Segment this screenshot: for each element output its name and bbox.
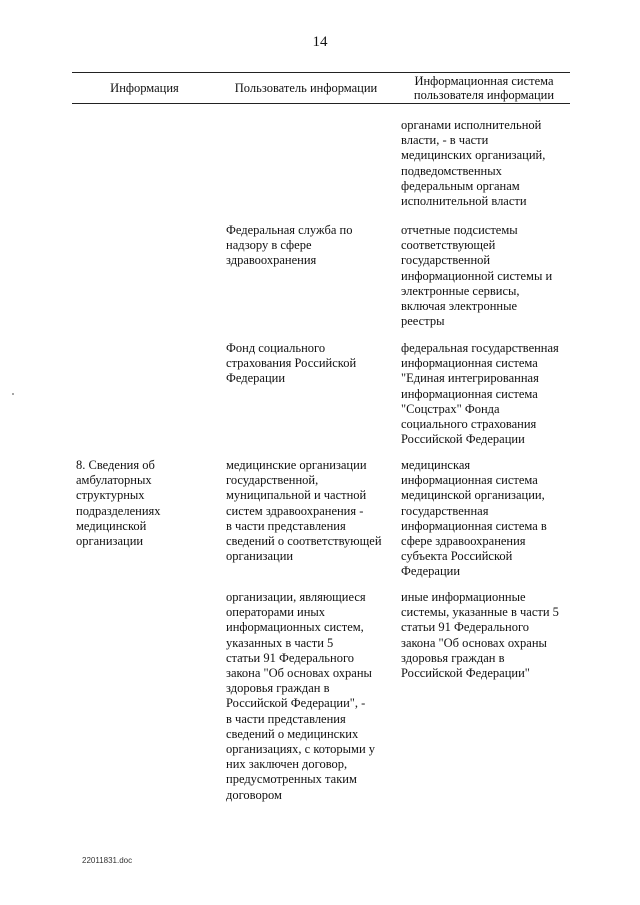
column-header-user: Пользователь информации: [234, 81, 378, 95]
scan-speck: [12, 393, 14, 395]
row-2-user: Федеральная служба по надзору в сфере здравоохранения: [226, 223, 353, 268]
footer-filename: 22011831.doc: [82, 856, 133, 865]
table-top-rule: [72, 72, 570, 73]
page-number: 14: [312, 34, 328, 50]
table-header-rule: [72, 103, 570, 104]
row-5-user: организации, являющиеся операторами иных информационных систем, указанных в части 5 статьи 91 Федерального закона "Об основах охраны здоровья граждан в Российской Федерации", - в части представления сведений о медицинских организациях, с которыми у них заключен договор, предусмотренных таким договором: [226, 590, 376, 802]
row-2-system: отчетные подсистемы соответствующей государственной информационной системы и электронные сервисы, включая электронные реестры: [401, 223, 553, 329]
row-5-system: иные информационные системы, указанные в части 5 статьи 91 Федерального закона "Об основах охраны здоровья граждан в Российской Федерации": [401, 590, 559, 681]
row-3-system: федеральная государственная информационная система "Единая интегрированная информационная система "Соцстрах" Фонда социального страхования Российской Федерации: [401, 341, 559, 447]
row-4-info: 8. Сведения об амбулаторных структурных подразделениях медицинской организации: [76, 458, 161, 549]
row-4-user: медицинские организации государственной, муниципальной и частной систем здравоохранения - в части представления сведений о соответствующей организации: [226, 458, 382, 564]
column-header-info: Информация: [110, 81, 179, 95]
row-1-system: органами исполнительной власти, - в части медицинских организаций, подведомственных федеральным органам исполнительной власти: [401, 118, 546, 209]
column-header-system: Информационная система пользователя информации: [413, 74, 555, 102]
row-3-user: Фонд социального страхования Российской Федерации: [226, 341, 357, 386]
row-4-system: медицинская информационная система медицинской организации, государственная информационная система в сфере здравоохранения субъекта Российской Федерации: [401, 458, 547, 579]
